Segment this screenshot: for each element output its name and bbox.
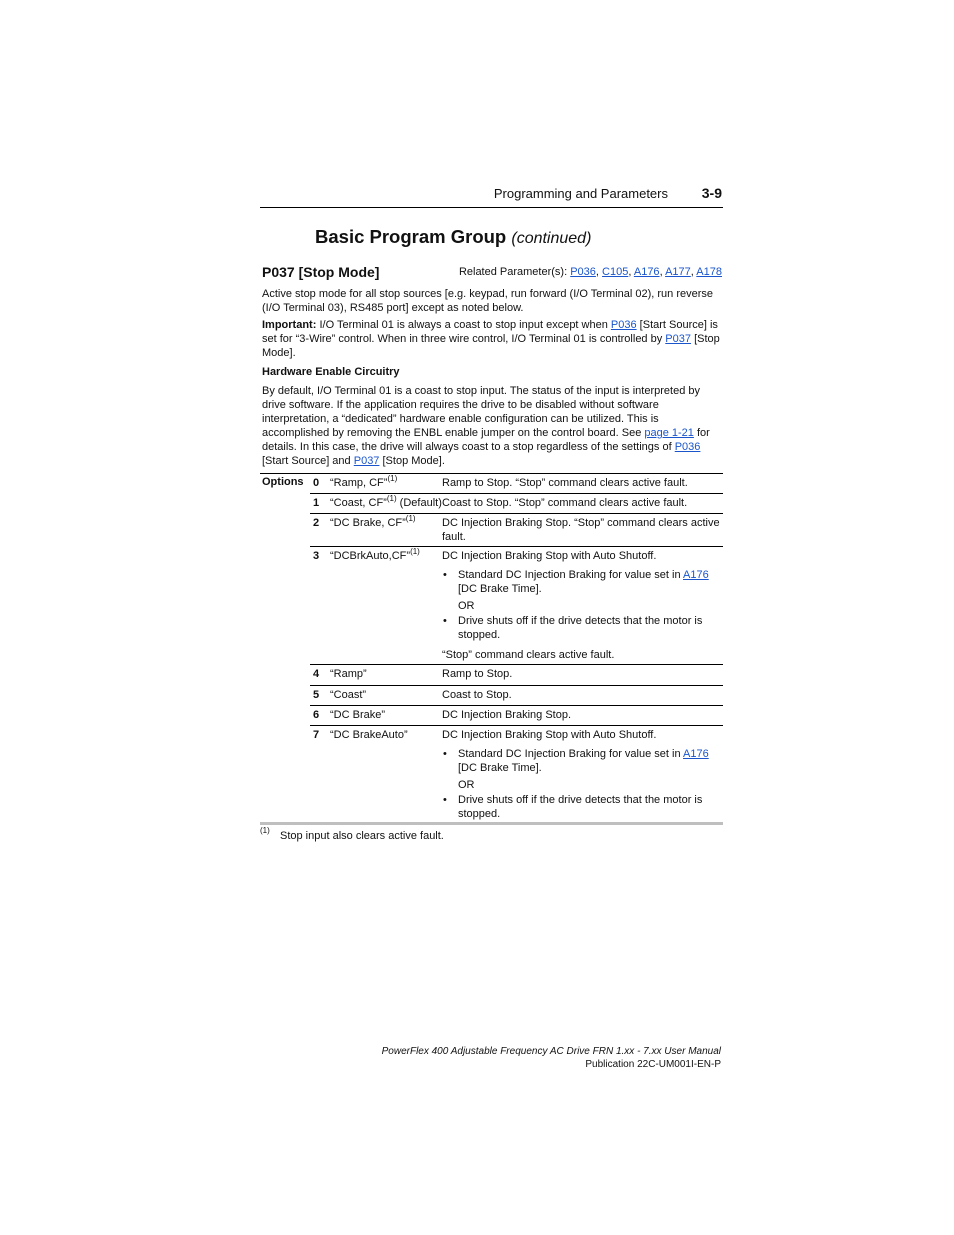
hw-text-2: for details. In this case, the drive will always coast to a stop regardless of the settings of xyxy=(262,427,710,453)
option-name-text: “DCBrkAuto,CF” xyxy=(330,550,411,562)
option-description: Coast to Stop. xyxy=(442,689,512,701)
bullet-text: Standard DC Injection Braking for value set in xyxy=(458,748,681,760)
option-description-main: DC Injection Braking Stop with Auto Shutoff. xyxy=(442,550,657,562)
option-description: Ramp to Stop. xyxy=(442,668,513,680)
bullet-text: Drive shuts off if the drive detects that the motor is stopped. xyxy=(458,615,703,641)
important-text-3: [Stop Mode]. xyxy=(262,333,720,359)
important-text-1: I/O Terminal 01 is always a coast to stop input except when xyxy=(319,319,608,331)
option-name: “Coast” xyxy=(330,689,367,701)
important-link-p037[interactable]: P037 xyxy=(665,333,691,345)
bullet-icon: • xyxy=(443,748,447,760)
related-link-c105[interactable]: C105 xyxy=(602,266,629,278)
group-continued: (continued) xyxy=(511,230,592,247)
option-row-3 xyxy=(310,546,723,665)
table-end-rule xyxy=(260,822,723,825)
stop-command-note: “Stop” command clears active fault. xyxy=(442,649,615,661)
or-separator: OR xyxy=(458,600,475,612)
bullet-icon: • xyxy=(443,569,447,581)
option-row-5 xyxy=(310,685,723,706)
bullet-text-end: [DC Brake Time]. xyxy=(458,762,542,774)
related-parameters: Related Parameter(s): P036, C105, A176, A177, A178 xyxy=(458,266,722,278)
option-name xyxy=(330,516,440,530)
option-description xyxy=(442,549,722,662)
footnote-text: Stop input also clears active fault. xyxy=(280,830,444,842)
option-row-0 xyxy=(310,473,723,494)
footnote-ref: (1) xyxy=(405,514,416,523)
hw-link-p036[interactable]: P036 xyxy=(674,441,701,453)
option-row-7 xyxy=(310,725,723,822)
option-description xyxy=(442,728,722,821)
footer-manual-title: PowerFlex 400 Adjustable Frequency AC Drive FRN 1.xx - 7.xx User Manual xyxy=(381,1046,721,1057)
bullet-icon: • xyxy=(443,794,447,806)
option-number: 1 xyxy=(313,497,320,509)
option-name-text: “DC Brake, CF” xyxy=(330,517,406,529)
option-description: Coast to Stop. “Stop” command clears active fault. xyxy=(442,497,688,509)
bullet-icon: • xyxy=(443,615,447,627)
bullet-text: Drive shuts off if the drive detects that the motor is stopped. xyxy=(458,794,703,820)
bullet-item xyxy=(442,793,722,821)
option-number: 2 xyxy=(313,517,320,529)
option-row-4 xyxy=(310,664,723,686)
option-name-text: “Ramp, CF” xyxy=(330,477,388,489)
parameter-title: P037 [Stop Mode] xyxy=(262,264,380,280)
option-description: Ramp to Stop. “Stop” command clears active fault. xyxy=(442,477,688,489)
option-name: “DC Brake” xyxy=(330,709,386,721)
header-page-number: 3-9 xyxy=(701,185,722,201)
option-number: 7 xyxy=(313,729,320,741)
option-description-main: DC Injection Braking Stop with Auto Shutoff. xyxy=(442,729,657,741)
important-note xyxy=(262,318,724,360)
option-name xyxy=(330,496,440,510)
bullet-text: Standard DC Injection Braking for value set in xyxy=(458,569,681,581)
important-text-2: [Start Source] is set for “3-Wire” control. When in three wire control, I/O Terminal 01 is controlled by xyxy=(262,319,718,345)
page-footer xyxy=(382,1045,721,1071)
option-description: DC Injection Braking Stop. “Stop” command clears active fault. xyxy=(442,517,720,543)
hw-link-p037[interactable]: P037 xyxy=(353,455,380,467)
footnote-ref: (1) xyxy=(410,547,420,556)
hardware-enable-paragraph xyxy=(262,384,724,468)
option-number: 4 xyxy=(313,668,320,680)
related-label: Related Parameter(s): xyxy=(458,266,568,278)
option-number: 5 xyxy=(313,689,320,701)
option-name xyxy=(330,549,440,563)
header-section-title: Programming and Parameters xyxy=(493,186,668,201)
hardware-enable-heading: Hardware Enable Circuitry xyxy=(262,366,400,378)
important-label: Important: xyxy=(262,319,317,331)
or-separator: OR xyxy=(458,779,475,791)
hw-text-3: [Start Source] and xyxy=(262,455,351,467)
group-title: Basic Program Group xyxy=(315,226,507,247)
option-name xyxy=(330,476,440,490)
page-link-1-21[interactable]: page 1-21 xyxy=(644,427,694,439)
bullet-item xyxy=(442,747,722,775)
footer-publication: Publication 22C-UM001I-EN-P xyxy=(585,1059,721,1070)
bullet-link-a176[interactable]: A176 xyxy=(683,569,709,581)
option-name-text: “Coast, CF” xyxy=(330,497,387,509)
hw-text-4: [Stop Mode]. xyxy=(382,455,445,467)
related-link-a177[interactable]: A177 xyxy=(665,266,691,278)
options-label-rule xyxy=(260,473,310,474)
bullet-text-end: [DC Brake Time]. xyxy=(458,583,542,595)
important-link-p036[interactable]: P036 xyxy=(610,319,637,331)
footnote-ref: (1) xyxy=(387,474,398,483)
bullet-item xyxy=(442,614,722,642)
option-number: 6 xyxy=(313,709,320,721)
option-number: 0 xyxy=(313,477,320,489)
footnote-mark: (1) xyxy=(260,826,270,835)
related-link-p036[interactable]: P036 xyxy=(570,266,596,278)
hw-text-1: By default, I/O Terminal 01 is a coast to stop input. The status of the input is interpreted by drive software. If the application requires the drive to be disabled without software interpretation, a “dedicated” hardware enable configuration can be utilized. This is accomplished by removing the ENBL enable jumper on the control board. See xyxy=(262,385,701,439)
group-heading xyxy=(315,226,591,248)
page-header xyxy=(260,184,723,208)
option-row-2 xyxy=(310,513,723,547)
default-marker: (Default) xyxy=(396,497,442,509)
description-paragraph: Active stop mode for all stop sources [e.g. keypad, run forward (I/O Terminal 02), run reverse (I/O Terminal 03), RS485 port] except as noted below. xyxy=(262,288,713,314)
option-row-1 xyxy=(310,493,723,514)
bullet-item xyxy=(442,568,722,596)
related-link-a178[interactable]: A178 xyxy=(696,266,722,278)
related-link-a176[interactable]: A176 xyxy=(633,266,660,278)
option-row-6 xyxy=(310,705,723,726)
option-number: 3 xyxy=(313,550,320,562)
footnote-ref: (1) xyxy=(386,494,397,503)
option-description: DC Injection Braking Stop. xyxy=(442,709,572,721)
option-name: “Ramp” xyxy=(330,668,367,680)
option-name: “DC BrakeAuto” xyxy=(330,729,408,741)
bullet-link-a176[interactable]: A176 xyxy=(683,748,709,760)
options-label: Options xyxy=(262,476,304,488)
